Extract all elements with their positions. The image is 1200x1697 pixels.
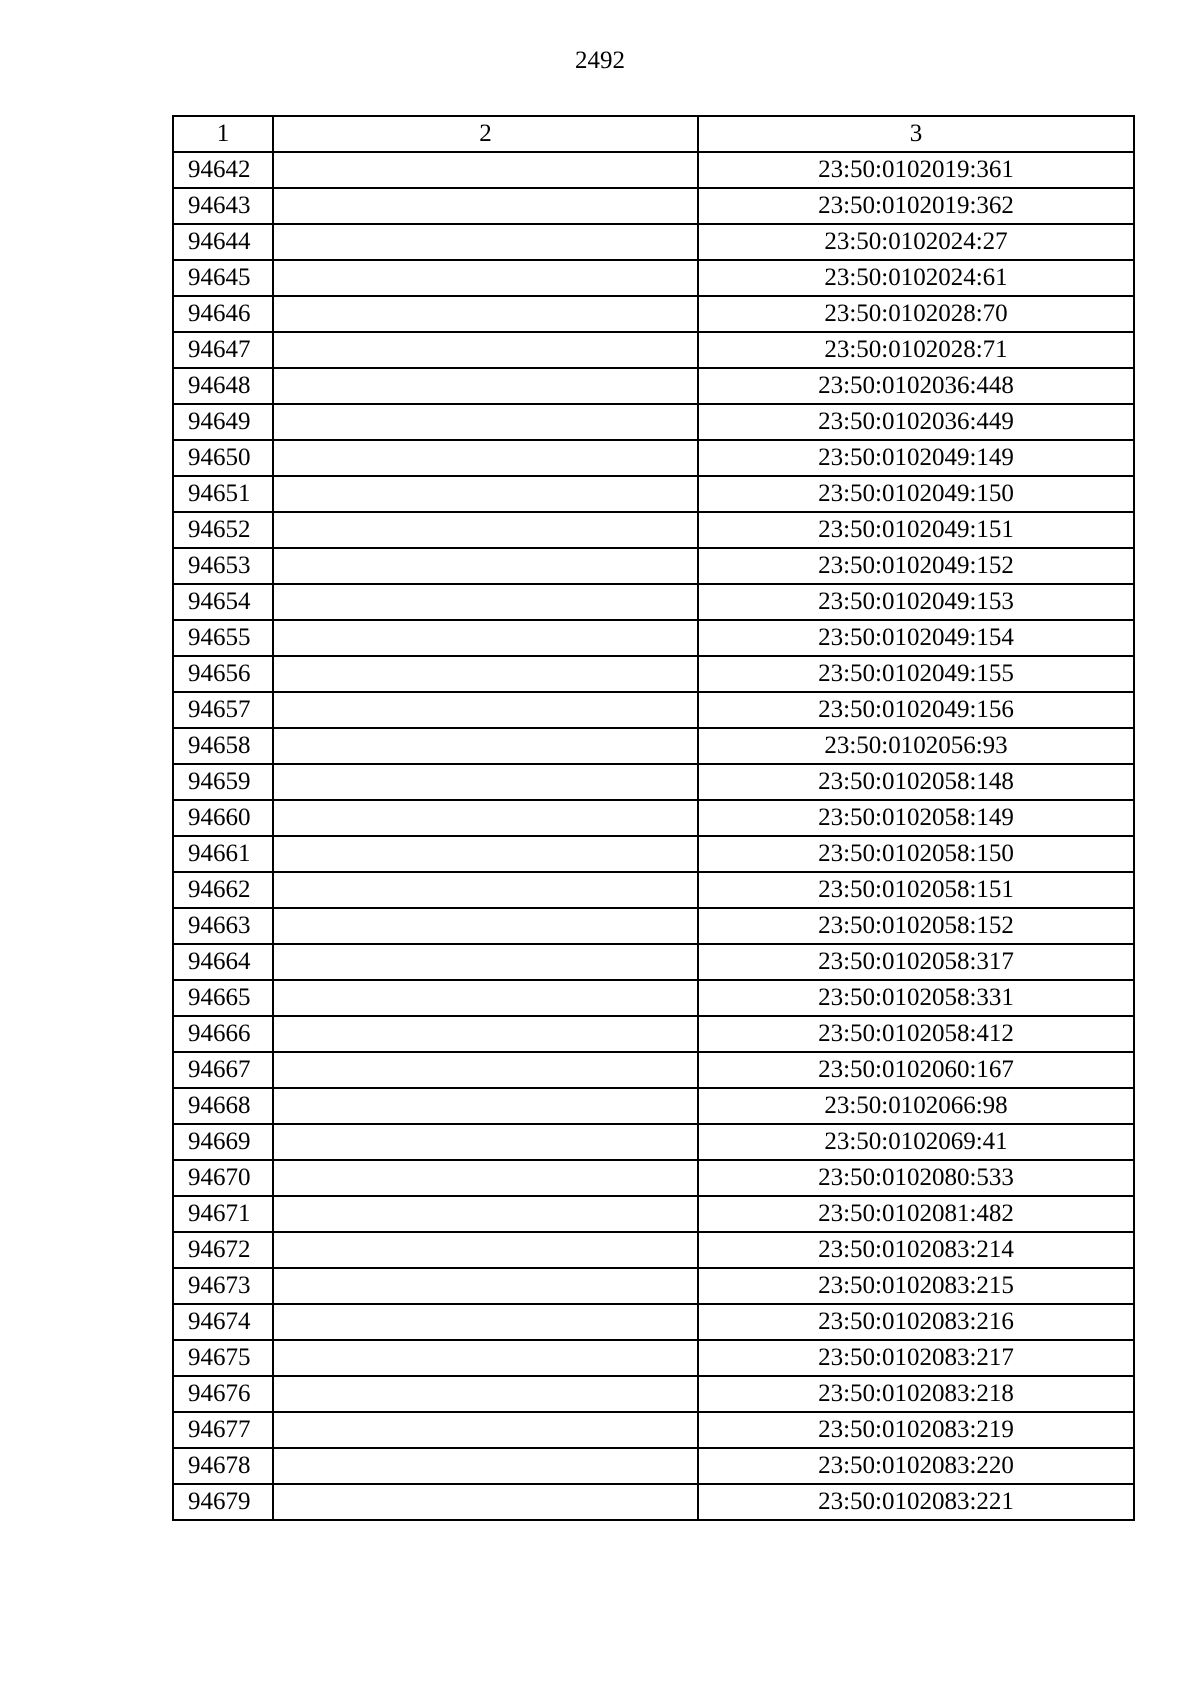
table-cell-col-1: 94673 bbox=[173, 1268, 273, 1304]
table-cell-col-2 bbox=[273, 1232, 698, 1268]
table-cell-col-1: 94645 bbox=[173, 260, 273, 296]
table-cell-col-1: 94665 bbox=[173, 980, 273, 1016]
table-cell-col-1: 94657 bbox=[173, 692, 273, 728]
table-row bbox=[173, 836, 1134, 872]
table-cell-col-3: 23:50:0102083:220 bbox=[698, 1448, 1134, 1484]
table-cell-col-3: 23:50:0102083:221 bbox=[698, 1484, 1134, 1520]
table-body bbox=[173, 152, 1134, 1520]
table-row bbox=[173, 440, 1134, 476]
table-row bbox=[173, 1052, 1134, 1088]
table-row bbox=[173, 1448, 1134, 1484]
table-cell-col-2 bbox=[273, 260, 698, 296]
table-cell-col-3: 23:50:0102081:482 bbox=[698, 1196, 1134, 1232]
table-cell-col-1: 94669 bbox=[173, 1124, 273, 1160]
table-cell-col-1: 94653 bbox=[173, 548, 273, 584]
table-row bbox=[173, 800, 1134, 836]
table-cell-col-2 bbox=[273, 944, 698, 980]
table-cell-col-1: 94660 bbox=[173, 800, 273, 836]
table-row bbox=[173, 152, 1134, 188]
table-cell-col-3: 23:50:0102060:167 bbox=[698, 1052, 1134, 1088]
table-cell-col-1: 94674 bbox=[173, 1304, 273, 1340]
table-cell-col-1: 94658 bbox=[173, 728, 273, 764]
table-cell-col-2 bbox=[273, 440, 698, 476]
table-cell-col-3: 23:50:0102024:27 bbox=[698, 224, 1134, 260]
table-cell-col-2 bbox=[273, 692, 698, 728]
table-cell-col-1: 94648 bbox=[173, 368, 273, 404]
table-cell-col-2 bbox=[273, 152, 698, 188]
table-header bbox=[173, 116, 1134, 152]
table-cell-col-3: 23:50:0102049:156 bbox=[698, 692, 1134, 728]
table-cell-col-3: 23:50:0102083:214 bbox=[698, 1232, 1134, 1268]
table-cell-col-1: 94676 bbox=[173, 1376, 273, 1412]
table-cell-col-3: 23:50:0102019:362 bbox=[698, 188, 1134, 224]
table-cell-col-3: 23:50:0102083:219 bbox=[698, 1412, 1134, 1448]
table-row bbox=[173, 188, 1134, 224]
table-row bbox=[173, 908, 1134, 944]
table-cell-col-3: 23:50:0102049:151 bbox=[698, 512, 1134, 548]
table-row bbox=[173, 980, 1134, 1016]
table-cell-col-2 bbox=[273, 512, 698, 548]
table-cell-col-1: 94661 bbox=[173, 836, 273, 872]
table-cell-col-2 bbox=[273, 1376, 698, 1412]
page-number: 2492 bbox=[575, 47, 625, 74]
table-cell-col-3: 23:50:0102049:150 bbox=[698, 476, 1134, 512]
table-cell-col-3: 23:50:0102069:41 bbox=[698, 1124, 1134, 1160]
table-cell-col-1: 94659 bbox=[173, 764, 273, 800]
table-cell-col-3: 23:50:0102066:98 bbox=[698, 1088, 1134, 1124]
table-cell-col-1: 94677 bbox=[173, 1412, 273, 1448]
table-cell-col-3: 23:50:0102083:217 bbox=[698, 1340, 1134, 1376]
table-cell-col-1: 94652 bbox=[173, 512, 273, 548]
table-cell-col-3: 23:50:0102058:149 bbox=[698, 800, 1134, 836]
table-cell-col-3: 23:50:0102036:448 bbox=[698, 368, 1134, 404]
table-cell-col-2 bbox=[273, 1448, 698, 1484]
table-cell-col-1: 94672 bbox=[173, 1232, 273, 1268]
table-cell-col-3: 23:50:0102058:412 bbox=[698, 1016, 1134, 1052]
table-cell-col-2 bbox=[273, 872, 698, 908]
table-cell-col-2 bbox=[273, 1268, 698, 1304]
table-row bbox=[173, 1340, 1134, 1376]
table-cell-col-1: 94671 bbox=[173, 1196, 273, 1232]
table-cell-col-3: 23:50:0102049:149 bbox=[698, 440, 1134, 476]
table-row bbox=[173, 656, 1134, 692]
header-row bbox=[173, 116, 1134, 152]
table-cell-col-3: 23:50:0102056:93 bbox=[698, 728, 1134, 764]
table-row bbox=[173, 1268, 1134, 1304]
table-cell-col-1: 94650 bbox=[173, 440, 273, 476]
table-row bbox=[173, 872, 1134, 908]
table-row bbox=[173, 1232, 1134, 1268]
table-row bbox=[173, 260, 1134, 296]
table-row bbox=[173, 728, 1134, 764]
table-cell-col-2 bbox=[273, 728, 698, 764]
table-row bbox=[173, 1088, 1134, 1124]
table-cell-col-1: 94662 bbox=[173, 872, 273, 908]
table-row bbox=[173, 1484, 1134, 1520]
table-row bbox=[173, 1196, 1134, 1232]
table-row bbox=[173, 404, 1134, 440]
table-cell-col-2 bbox=[273, 908, 698, 944]
table-cell-col-1: 94664 bbox=[173, 944, 273, 980]
table-cell-col-2 bbox=[273, 764, 698, 800]
table-cell-col-2 bbox=[273, 584, 698, 620]
table-cell-col-2 bbox=[273, 1016, 698, 1052]
table-cell-col-3: 23:50:0102058:148 bbox=[698, 764, 1134, 800]
table-cell-col-2 bbox=[273, 836, 698, 872]
table-row bbox=[173, 1016, 1134, 1052]
table-row bbox=[173, 1160, 1134, 1196]
table-cell-col-2 bbox=[273, 368, 698, 404]
table-cell-col-2 bbox=[273, 800, 698, 836]
table-cell-col-2 bbox=[273, 1340, 698, 1376]
table-row bbox=[173, 1124, 1134, 1160]
table-cell-col-1: 94642 bbox=[173, 152, 273, 188]
table-cell-col-1: 94646 bbox=[173, 296, 273, 332]
table-cell-col-1: 94644 bbox=[173, 224, 273, 260]
table-cell-col-1: 94654 bbox=[173, 584, 273, 620]
table-cell-col-1: 94663 bbox=[173, 908, 273, 944]
table-cell-col-2 bbox=[273, 1124, 698, 1160]
table-row bbox=[173, 1376, 1134, 1412]
table-cell-col-1: 94643 bbox=[173, 188, 273, 224]
table-row bbox=[173, 584, 1134, 620]
table-cell-col-1: 94670 bbox=[173, 1160, 273, 1196]
table-cell-col-3: 23:50:0102083:215 bbox=[698, 1268, 1134, 1304]
table-cell-col-2 bbox=[273, 224, 698, 260]
table-row bbox=[173, 620, 1134, 656]
table-cell-col-3: 23:50:0102028:70 bbox=[698, 296, 1134, 332]
table-row bbox=[173, 764, 1134, 800]
table-cell-col-1: 94675 bbox=[173, 1340, 273, 1376]
table-row bbox=[173, 548, 1134, 584]
table-cell-col-3: 23:50:0102083:218 bbox=[698, 1376, 1134, 1412]
table-cell-col-2 bbox=[273, 1304, 698, 1340]
table-cell-col-2 bbox=[273, 1484, 698, 1520]
table-cell-col-2 bbox=[273, 296, 698, 332]
table-cell-col-1: 94656 bbox=[173, 656, 273, 692]
table-row bbox=[173, 692, 1134, 728]
table-cell-col-2 bbox=[273, 332, 698, 368]
table-cell-col-2 bbox=[273, 980, 698, 1016]
table-cell-col-3: 23:50:0102058:151 bbox=[698, 872, 1134, 908]
table-row bbox=[173, 1304, 1134, 1340]
table-row bbox=[173, 296, 1134, 332]
table-row bbox=[173, 476, 1134, 512]
table-row bbox=[173, 512, 1134, 548]
table-row bbox=[173, 332, 1134, 368]
table-row bbox=[173, 368, 1134, 404]
cadastral-table bbox=[172, 115, 1135, 1521]
table-cell-col-3: 23:50:0102024:61 bbox=[698, 260, 1134, 296]
table-cell-col-3: 23:50:0102019:361 bbox=[698, 152, 1134, 188]
table-cell-col-3: 23:50:0102036:449 bbox=[698, 404, 1134, 440]
table-cell-col-1: 94667 bbox=[173, 1052, 273, 1088]
table-row bbox=[173, 224, 1134, 260]
table-cell-col-3: 23:50:0102058:150 bbox=[698, 836, 1134, 872]
table-cell-col-2 bbox=[273, 1052, 698, 1088]
table-cell-col-2 bbox=[273, 1160, 698, 1196]
table-cell-col-1: 94651 bbox=[173, 476, 273, 512]
table-cell-col-1: 94678 bbox=[173, 1448, 273, 1484]
table-cell-col-2 bbox=[273, 476, 698, 512]
table-cell-col-2 bbox=[273, 548, 698, 584]
header-cell-1: 1 bbox=[173, 116, 273, 152]
table-cell-col-3: 23:50:0102049:155 bbox=[698, 656, 1134, 692]
table-cell-col-3: 23:50:0102049:153 bbox=[698, 584, 1134, 620]
table-cell-col-2 bbox=[273, 1196, 698, 1232]
table-cell-col-3: 23:50:0102058:152 bbox=[698, 908, 1134, 944]
table-row bbox=[173, 944, 1134, 980]
table-cell-col-1: 94655 bbox=[173, 620, 273, 656]
table-cell-col-1: 94647 bbox=[173, 332, 273, 368]
table-cell-col-3: 23:50:0102058:317 bbox=[698, 944, 1134, 980]
table-row bbox=[173, 1412, 1134, 1448]
table-cell-col-2 bbox=[273, 1412, 698, 1448]
table-cell-col-1: 94679 bbox=[173, 1484, 273, 1520]
table-cell-col-2 bbox=[273, 1088, 698, 1124]
header-cell-3: 3 bbox=[698, 116, 1134, 152]
table-cell-col-1: 94668 bbox=[173, 1088, 273, 1124]
table-cell-col-3: 23:50:0102058:331 bbox=[698, 980, 1134, 1016]
table-cell-col-2 bbox=[273, 188, 698, 224]
table-cell-col-3: 23:50:0102080:533 bbox=[698, 1160, 1134, 1196]
table-cell-col-3: 23:50:0102028:71 bbox=[698, 332, 1134, 368]
table-cell-col-3: 23:50:0102049:152 bbox=[698, 548, 1134, 584]
header-cell-2: 2 bbox=[273, 116, 698, 152]
table-cell-col-2 bbox=[273, 656, 698, 692]
table-cell-col-1: 94666 bbox=[173, 1016, 273, 1052]
table-cell-col-3: 23:50:0102083:216 bbox=[698, 1304, 1134, 1340]
table-cell-col-3: 23:50:0102049:154 bbox=[698, 620, 1134, 656]
table-cell-col-1: 94649 bbox=[173, 404, 273, 440]
table-cell-col-2 bbox=[273, 620, 698, 656]
table-cell-col-2 bbox=[273, 404, 698, 440]
